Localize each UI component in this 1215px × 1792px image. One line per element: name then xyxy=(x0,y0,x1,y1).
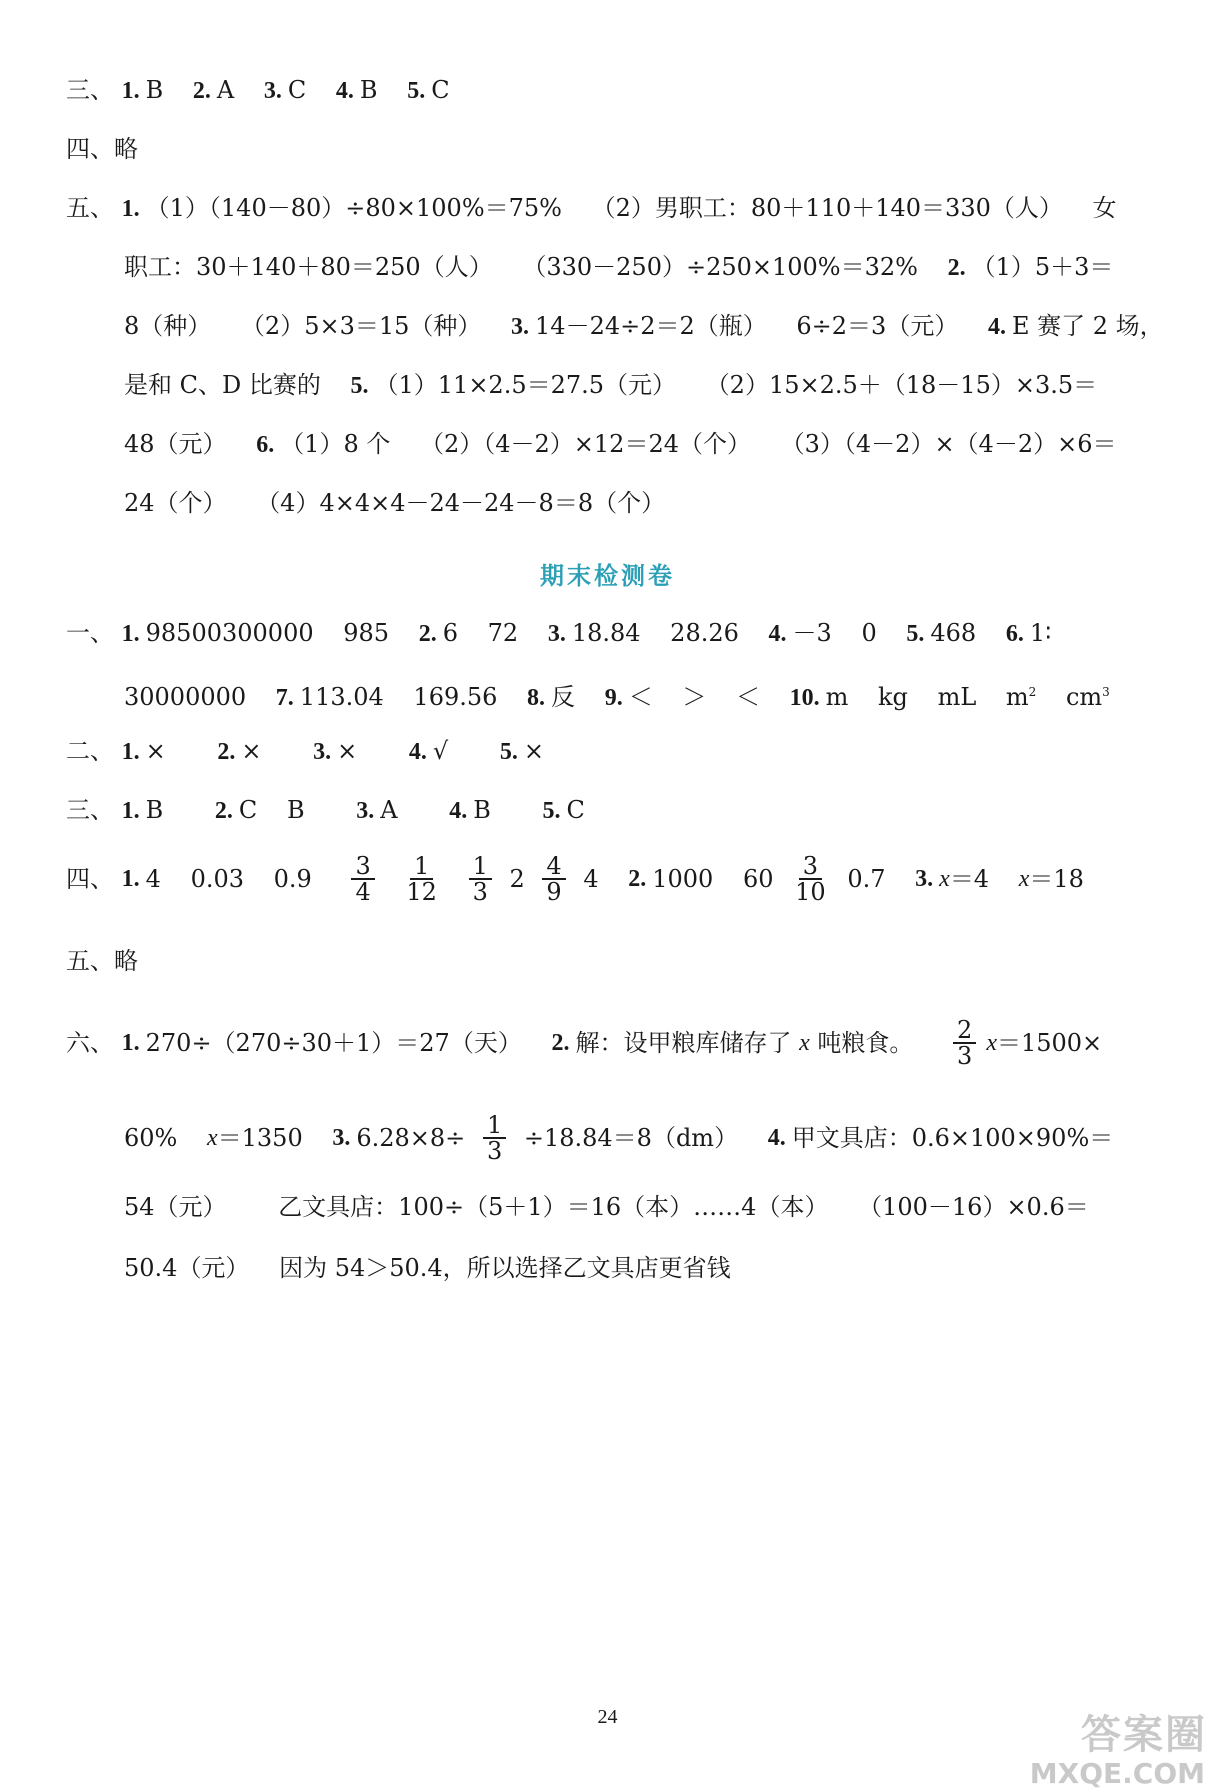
superscript: 3 xyxy=(1102,685,1110,699)
answer-text: 54（元） xyxy=(124,1193,227,1221)
answer-text: 吨粮食。 xyxy=(817,1029,914,1057)
answer-text: 60 xyxy=(742,865,774,893)
superscript: 2 xyxy=(1028,685,1037,699)
question-number: 5. xyxy=(499,739,518,765)
answer-text: 因为 54＞50.4，所以选择乙文具店更省钱 xyxy=(279,1254,731,1282)
answer-line xyxy=(124,1191,1089,1223)
question-number: 3. xyxy=(356,798,375,824)
answer-line xyxy=(124,251,1113,284)
variable-x: x xyxy=(939,866,950,892)
question-number: 4. xyxy=(335,78,354,104)
answer-text: C xyxy=(238,796,258,824)
watermark-text: 答案圈 xyxy=(1081,1712,1207,1758)
answer-line xyxy=(66,192,1117,225)
answer-text: 4 xyxy=(583,865,599,893)
answer-text: kg xyxy=(878,683,908,711)
question-number: 1. xyxy=(121,196,140,222)
answer-text: （100－16）×0.6＝ xyxy=(858,1193,1089,1221)
answer-text: 1∶ xyxy=(1029,619,1052,647)
denominator: 12 xyxy=(406,878,437,906)
answer-text: 169.56 xyxy=(413,683,498,711)
variable-x: x xyxy=(799,1030,810,1056)
answer-text: 0.7 xyxy=(847,865,886,893)
answer-text: 24（个） xyxy=(124,489,227,517)
answer-text: A xyxy=(216,76,235,104)
answer-text: 0 xyxy=(861,619,877,647)
answer-text: 468 xyxy=(930,619,977,647)
answer-text: （3）（4－2）×（4－2）×6＝ xyxy=(780,430,1117,458)
question-number: 3. xyxy=(332,1125,351,1151)
answer-text: －3 xyxy=(792,619,832,647)
answer-text: 6.28×8÷ xyxy=(356,1124,466,1152)
question-number: 1. xyxy=(121,621,140,647)
answer-text: （1）8 个 xyxy=(280,430,391,458)
answer-text: ＝1500× xyxy=(996,1029,1103,1057)
answer-text: ＝1350 xyxy=(217,1124,303,1152)
answer-line xyxy=(66,74,450,107)
answer-text: 48（元） xyxy=(124,430,227,458)
fraction xyxy=(953,1018,976,1068)
answer-line xyxy=(66,1018,1102,1068)
answer-line xyxy=(66,854,1084,904)
answer-text: （2）5×3＝15（种） xyxy=(240,312,482,340)
answer-text: ＜ xyxy=(628,683,653,711)
question-number: 6. xyxy=(1005,621,1024,647)
fraction xyxy=(402,854,441,904)
answer-text: √ xyxy=(432,737,449,765)
answer-text: （1）11×2.5＝27.5（元） xyxy=(374,371,677,399)
answer-text: C xyxy=(287,76,307,104)
answer-line xyxy=(66,794,585,827)
section-label: 五、 xyxy=(66,194,114,222)
question-number: 1. xyxy=(121,1030,140,1056)
answer-text: B xyxy=(286,796,305,824)
question-number: 4. xyxy=(408,739,427,765)
answer-text: B xyxy=(145,796,164,824)
answer-text: C xyxy=(431,76,450,104)
answer-text: 8（种） xyxy=(124,312,212,340)
variable-x: x xyxy=(206,1125,218,1151)
question-number: 3. xyxy=(915,866,934,892)
denominator: 10 xyxy=(795,878,826,906)
answer-line xyxy=(66,735,544,768)
answer-text: （330－250）÷250×100%＝32% xyxy=(522,253,918,281)
question-number: 5. xyxy=(906,621,925,647)
answer-text: 甲文具店：0.6×100×90%＝ xyxy=(791,1124,1114,1152)
answer-text: 98500300000 xyxy=(145,619,314,647)
numerator: 4 xyxy=(542,854,565,880)
answer-text: 985 xyxy=(343,619,390,647)
answer-text: 解：设甲粮库储存了 xyxy=(575,1029,792,1057)
answer-text: 30000000 xyxy=(124,683,247,711)
answer-text: mL xyxy=(937,683,977,711)
answer-line xyxy=(124,1113,1113,1163)
answer-line xyxy=(124,369,1097,402)
denominator: 3 xyxy=(472,878,488,906)
answer-line xyxy=(124,1252,731,1284)
answer-text: × xyxy=(523,737,544,765)
section-title: 期末检测卷 xyxy=(540,562,675,590)
denominator: 3 xyxy=(486,1137,503,1165)
denominator: 4 xyxy=(355,878,371,906)
numerator: 1 xyxy=(410,854,433,880)
answer-text: 270÷（270÷30＋1）＝27（天） xyxy=(145,1029,522,1057)
watermark-logo xyxy=(1029,1710,1209,1790)
question-number: 2. xyxy=(418,621,437,647)
question-number: 7. xyxy=(275,685,294,711)
question-number: 3. xyxy=(547,621,566,647)
answer-line xyxy=(66,945,138,977)
answer-text: 0.9 xyxy=(273,865,312,893)
variable-x: x xyxy=(1018,866,1030,892)
answer-text: × xyxy=(337,737,358,765)
section-label: 三、 xyxy=(66,76,114,104)
answer-line xyxy=(66,133,138,165)
question-number: 4. xyxy=(987,314,1006,340)
fraction xyxy=(483,1113,506,1163)
section-label: 六、 xyxy=(66,1029,114,1057)
answer-text: 28.26 xyxy=(670,619,739,647)
question-number: 1. xyxy=(121,798,140,824)
section-label: 二、 xyxy=(66,737,114,765)
answer-text: 1000 xyxy=(652,865,714,893)
fraction xyxy=(469,854,492,904)
question-number: 2. xyxy=(947,255,966,281)
answer-line xyxy=(124,310,1164,343)
answer-text: 乙文具店：100÷（5＋1）＝16（本）……4（本） xyxy=(278,1193,829,1221)
numerator: 2 xyxy=(953,1018,976,1044)
question-number: 8. xyxy=(527,685,546,711)
answer-text: 反 xyxy=(551,683,576,711)
answer-text: 女 xyxy=(1092,194,1117,222)
question-number: 4. xyxy=(767,1125,786,1151)
answer-text: × xyxy=(241,737,262,765)
numerator: 1 xyxy=(469,854,492,880)
answer-text: 113.04 xyxy=(299,683,384,711)
numerator: 3 xyxy=(351,854,374,880)
answer-text: 0.03 xyxy=(190,865,244,893)
answer-text: 50.4（元） xyxy=(124,1254,250,1282)
answer-text: B xyxy=(359,76,378,104)
question-number: 5. xyxy=(542,798,561,824)
question-number: 10. xyxy=(789,685,820,711)
answer-text: ＝18 xyxy=(1029,865,1084,893)
question-number: 2. xyxy=(628,866,647,892)
section-label: 四、 xyxy=(66,865,114,893)
numerator: 1 xyxy=(483,1113,506,1139)
answer-text: C xyxy=(566,796,585,824)
answer-text: 60% xyxy=(124,1124,178,1152)
question-number: 1. xyxy=(121,78,140,104)
question-number: 9. xyxy=(604,685,623,711)
answer-text: × xyxy=(145,737,166,765)
section-label: 五、略 xyxy=(66,947,138,975)
answer-text: 职工：30＋140＋80＝250（人） xyxy=(124,253,493,281)
answer-text: （2）15×2.5＋（18－15）×3.5＝ xyxy=(705,371,1098,399)
question-number: 4. xyxy=(768,621,787,647)
question-number: 6. xyxy=(256,432,275,458)
fraction xyxy=(791,854,830,904)
question-number: 2. xyxy=(551,1030,570,1056)
denominator: 9 xyxy=(546,878,562,906)
question-number: 2. xyxy=(214,798,233,824)
answer-line xyxy=(124,428,1116,461)
answer-text: 6÷2＝3（元） xyxy=(796,312,959,340)
answer-text: m xyxy=(1005,683,1029,711)
answer-text: B xyxy=(473,796,491,824)
answer-text: ÷18.84＝8（dm） xyxy=(523,1124,739,1152)
answer-text: B xyxy=(145,76,164,104)
section-label: 三、 xyxy=(66,796,114,824)
question-number: 2. xyxy=(217,739,236,765)
answer-text: （1）（140－80）÷80×100%＝75% xyxy=(145,194,562,222)
answer-text: 14－24÷2＝2（瓶） xyxy=(535,312,767,340)
answer-text: 2 xyxy=(509,865,525,893)
answer-text: （4）4×4×4－24－24－8＝8（个） xyxy=(256,489,666,517)
question-number: 1. xyxy=(121,866,140,892)
question-number: 1. xyxy=(121,739,140,765)
answer-text: 是和 C、D 比赛的 xyxy=(124,371,321,399)
answer-line xyxy=(124,676,1110,714)
answer-line xyxy=(66,617,1051,650)
watermark-url: MXQE.COM xyxy=(1029,1757,1205,1790)
denominator: 3 xyxy=(957,1042,973,1070)
variable-x: x xyxy=(986,1030,997,1056)
answer-text: ＞ xyxy=(682,683,707,711)
question-number: 3. xyxy=(511,314,530,340)
answer-text: ＝4 xyxy=(949,865,990,893)
question-number: 4. xyxy=(449,798,468,824)
question-number: 5. xyxy=(350,373,369,399)
question-number: 5. xyxy=(407,78,426,104)
answer-text: 6 xyxy=(442,619,458,647)
answer-text: （2）（4－2）×12＝24（个） xyxy=(420,430,751,458)
answer-text: （2）男职工：80＋110＋140＝330（人） xyxy=(591,194,1063,222)
answer-text: （1）5＋3＝ xyxy=(971,253,1114,281)
fraction xyxy=(542,854,565,904)
answer-text: 4 xyxy=(145,865,161,893)
numerator: 3 xyxy=(799,854,822,880)
answer-text: 18.84 xyxy=(571,619,641,647)
answer-text: E 赛了 2 场， xyxy=(1011,312,1164,340)
answer-text: m xyxy=(825,683,849,711)
question-number: 2. xyxy=(192,78,211,104)
question-number: 3. xyxy=(263,78,282,104)
section-label: 一、 xyxy=(66,619,114,647)
answer-text: ＜ xyxy=(735,683,760,711)
answer-text: 72 xyxy=(487,619,519,647)
question-number: 3. xyxy=(313,739,332,765)
page-number: 24 xyxy=(597,1706,618,1728)
answer-line xyxy=(124,487,665,519)
answer-text: A xyxy=(380,796,398,824)
section-label: 四、略 xyxy=(66,135,138,163)
answer-text: cm xyxy=(1065,683,1103,711)
fraction xyxy=(351,854,374,904)
